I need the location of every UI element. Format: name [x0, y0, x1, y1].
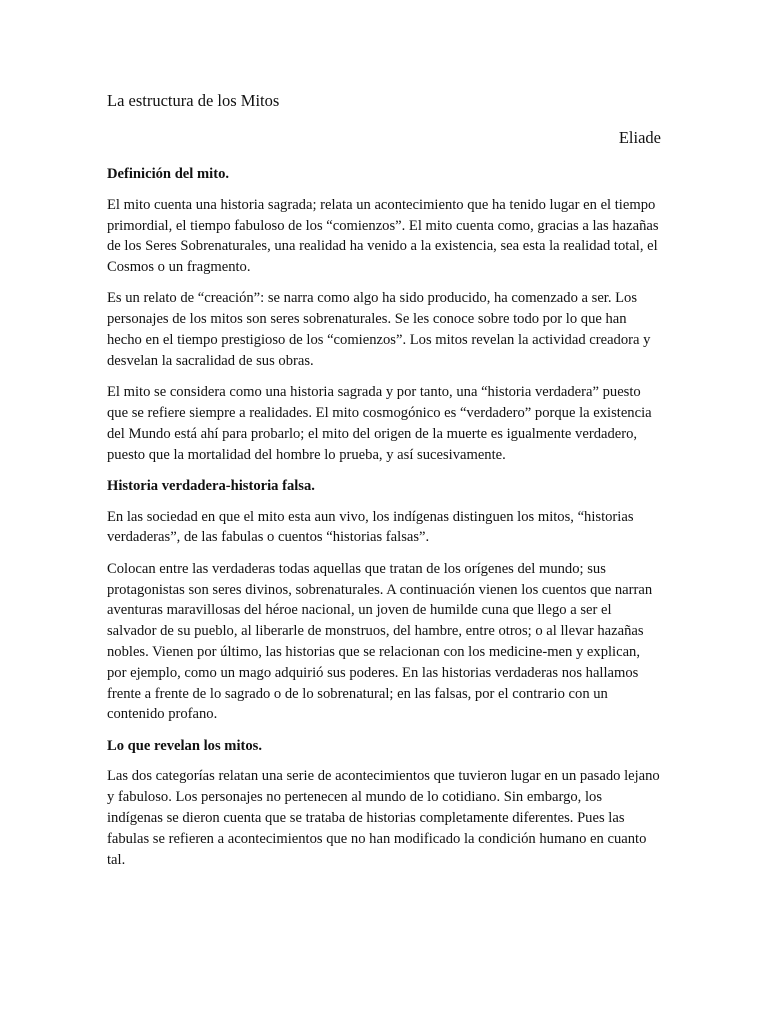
- section-heading-revelan: Lo que revelan los mitos.: [107, 737, 262, 754]
- paragraph: Es un relato de “creación”: se narra como algo ha sido producido, ha comenzado a ser. Los personajes de los mitos son seres sobrenaturales. Se les conoce sobre todo por lo que han hecho en el tiempo prestigioso de los “comienzos”. Los mitos revelan la actividad creadora y desvelan la sacralidad de sus obras.: [107, 290, 651, 369]
- document-author: Eliade: [618, 128, 661, 147]
- section-heading-historia: Historia verdadera-historia falsa.: [107, 477, 315, 494]
- paragraph: En las sociedad en que el mito esta aun vivo, los indígenas distinguen los mitos, “historias verdaderas”, de las fabulas o cuentos “historias falsas”.: [107, 508, 634, 546]
- paragraph: El mito se considera como una historia sagrada y por tanto, una “historia verdadera” puesto que se refiere siempre a realidades. El mito cosmogónico es “verdadero” porque la existencia del Mundo está ahí para probarlo; el mito del origen de la muerte es igualmente verdadero, puesto que la mortalidad del hombre lo prueba, y así sucesivamente.: [107, 384, 652, 463]
- paragraph: Colocan entre las verdaderas todas aquellas que tratan de los orígenes del mundo; sus protagonistas son seres divinos, sobrenaturales. A continuación vienen los cuentos que narran aventuras maravillosas del héroe nacional, un joven de humilde cuna que llego a ser el salvador de su pueblo, al liberarle de monstruos, del hambre, entre otros; o al llevar hazañas nobles. Vienen por último, las historias que se relacionan con los medicine-men y explican, por ejemplo, como un mago adquirió sus poderes. En las historias verdaderas nos hallamos frente a frente de lo sagrado o de lo sobrenatural; en las falsas, por el contrario con un contenido profano.: [107, 560, 653, 723]
- document-body: [107, 164, 661, 881]
- paragraph: El mito cuenta una historia sagrada; relata un acontecimiento que ha tenido lugar en el tiempo primordial, el tiempo fabuloso de los “comienzos”. El mito cuenta como, gracias a las hazañas de los Seres Sobrenaturales, una realidad ha venido a la existencia, sea esta la realidad total, el Cosmos o un fragmento.: [107, 196, 659, 276]
- document-title: La estructura de los Mitos: [107, 91, 280, 110]
- section-heading-definicion: Definición del mito.: [107, 166, 230, 182]
- paragraph: Las dos categorías relatan una serie de acontecimientos que tuvieron lugar en un pasado lejano y fabuloso. Los personajes no pertenecen al mundo de lo cotidiano. Sin embargo, los indígenas se dieron cuenta que se trataba de historias completamente diferentes. Pues las fabulas se refieren a acontecimientos que no han modificado la condición humano en cuanto tal.: [107, 768, 660, 868]
